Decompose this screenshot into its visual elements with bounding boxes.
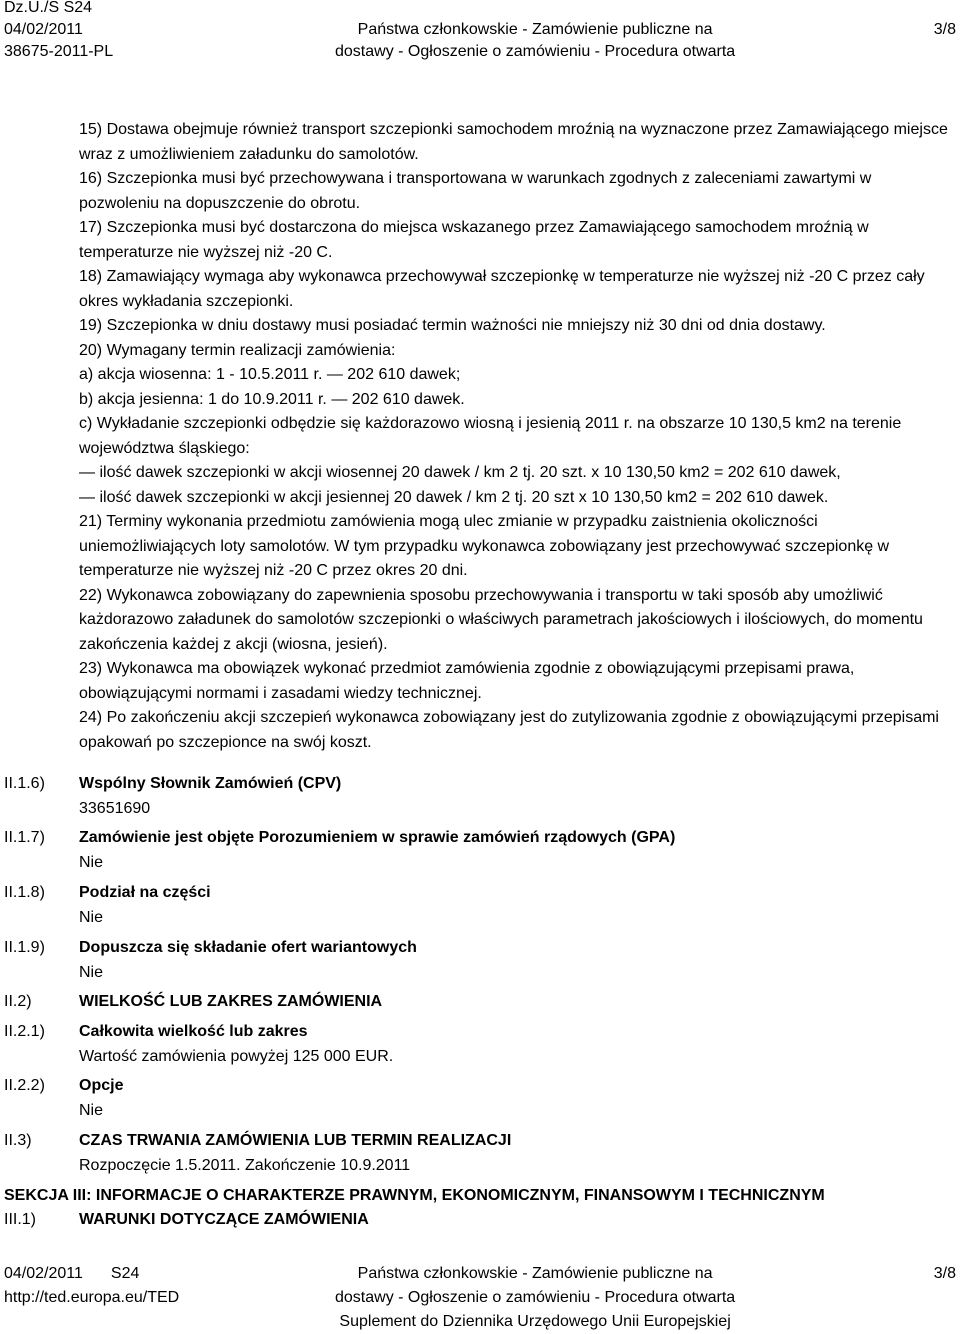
notice-number: 38675-2011-PL	[4, 43, 114, 60]
section-title: Podział na części	[79, 884, 211, 901]
section-content	[79, 881, 949, 930]
footer-title-line1: Państwa członkowskie - Zamówienie publiczne na	[357, 1265, 713, 1282]
section-content	[79, 1129, 949, 1178]
header-title	[335, 19, 735, 63]
paragraph-17: 17) Szczepionka musi być dostarczona do miejsca wskazanego przez Zamawiającego samochodem mroźnią w temperaturze nie wyższej niż -20 C.	[79, 219, 869, 261]
paragraph-24: 24) Po zakończeniu akcji szczepień wykonawca zobowiązany jest do zutylizowania zgodnie z obowiązującymi przepisami opakowań po szczepionce na swój koszt.	[79, 709, 939, 751]
footer-title	[335, 1262, 735, 1334]
section-value: Wartość zamówienia powyżej 125 000 EUR.	[79, 1047, 394, 1065]
section-title: Dopuszcza się składanie ofert wariantowych	[79, 939, 417, 956]
section-content	[79, 936, 949, 985]
section-value: 33651690	[79, 799, 151, 817]
page-header	[0, 0, 960, 70]
section-number: II.2.1)	[4, 1023, 45, 1040]
section-value: Nie	[79, 963, 104, 981]
dash-item-autumn: ilość dawek szczepionki w akcji jesiennej 20 dawek / km 2 tj. 20 szt x 10 130,50 km2 = 202 610 dawek.	[99, 488, 829, 506]
section-content	[79, 1020, 949, 1069]
header-date: 04/02/2011	[4, 21, 83, 38]
section-number: II.3)	[4, 1132, 32, 1149]
footer-title-line2: dostawy - Ogłoszenie o zamówieniu - Procedura otwarta	[335, 1289, 736, 1306]
footer-date-line	[4, 1262, 179, 1286]
description-block	[79, 118, 949, 755]
section-number: II.1.7)	[4, 829, 45, 846]
section-content	[79, 772, 949, 821]
paragraph-15: 15) Dostawa obejmuje również transport szczepionki samochodem mroźnią na wyznaczone przez Zamawiającego miejsce wraz z umożliwieniem załadunku do samolotów.	[79, 121, 948, 163]
dash-item	[79, 486, 949, 511]
section-content	[79, 1074, 949, 1123]
dash-bullet: —	[79, 488, 95, 506]
paragraph-21: 21) Terminy wykonania przedmiotu zamówienia mogą ulec zmianie w przypadku zaistnienia okoliczności uniemożliwiających loty samolotów. W tym przypadku wykonawca zobowiązany jest przechowywać szczepionkę w temperaturze nie wyższej niż -20 C przez okres 20 dni.	[79, 513, 890, 579]
paragraph-18: 18) Zamawiający wymaga aby wykonawca przechowywał szczepionkę w temperaturze nie wyższej niż -20 C przez cały okres wykładania szczepionki.	[79, 268, 925, 310]
section-number: II.2.2)	[4, 1077, 45, 1094]
header-title-line1: Państwa członkowskie - Zamówienie publiczne na	[357, 21, 713, 38]
section-number: II.1.8)	[4, 884, 45, 901]
paragraph-16: 16) Szczepionka musi być przechowywana i transportowana w warunkach zgodnych z zaleceniami zawartymi w pozwoleniu na dopuszczenie do obrotu.	[79, 170, 872, 212]
section-three-title: SEKCJA III: INFORMACJE O CHARAKTERZE PRAWNYM, EKONOMICZNYM, FINANSOWYM I TECHNICZNYM	[4, 1187, 825, 1204]
footer-s: S24	[110, 1265, 140, 1282]
section-title: Opcje	[79, 1077, 124, 1094]
dash-bullet: —	[79, 464, 95, 481]
section-title: Zamówienie jest objęte Porozumieniem w sprawie zamówień rządowych (GPA)	[79, 829, 676, 846]
section-number: II.1.6)	[4, 775, 45, 792]
header-left	[4, 0, 113, 63]
paragraph-20a: a) akcja wiosenna: 1 - 10.5.2011 r. — 202 610 dawek;	[79, 366, 461, 383]
journal-ref: Dz.U./S S24	[4, 0, 93, 16]
section-title: WIELKOŚĆ LUB ZAKRES ZAMÓWIENIA	[79, 993, 383, 1010]
section-number: II.1.9)	[4, 939, 45, 956]
section-value: Nie	[79, 908, 104, 926]
paragraph-20b: b) akcja jesienna: 1 do 10.9.2011 r. — 202 610 dawek.	[79, 390, 465, 408]
section-value: Nie	[79, 1101, 104, 1119]
footer-date: 04/02/2011	[4, 1265, 83, 1282]
header-title-line2: dostawy - Ogłoszenie o zamówieniu - Procedura otwarta	[335, 43, 736, 60]
dash-item	[79, 461, 949, 486]
paragraph-20: 20) Wymagany termin realizacji zamówienia:	[79, 341, 396, 359]
footer-page-number: 3/8	[933, 1265, 956, 1282]
paragraph-20c: c) Wykładanie szczepionki odbędzie się każdorazowo wiosną i jesienią 2011 r. na obszarze 10 130,5 km2 na terenie województwa śląskiego:	[79, 415, 902, 457]
footer-title-line3: Suplement do Dziennika Urzędowego Unii Europejskiej	[339, 1313, 731, 1330]
dash-item-spring: ilość dawek szczepionki w akcji wiosennej 20 dawek / km 2 tj. 20 szt. x 10 130,50 km2 = 202 610 dawek,	[99, 464, 841, 481]
section-title: Całkowita wielkość lub zakres	[79, 1023, 308, 1040]
paragraph-23: 23) Wykonawca ma obowiązek wykonać przedmiot zamówienia zgodnie z obowiązującymi przepisami prawa, obowiązującymi normami i zasadami wiedzy technicznej.	[79, 660, 855, 702]
footer-url: http://ted.europa.eu/TED	[4, 1289, 180, 1306]
section-title: Wspólny Słownik Zamówień (CPV)	[79, 775, 342, 792]
footer-left	[4, 1262, 179, 1310]
section-title: WARUNKI DOTYCZĄCE ZAMÓWIENIA	[79, 1211, 369, 1228]
section-title: CZAS TRWANIA ZAMÓWIENIA LUB TERMIN REALIZACJI	[79, 1132, 512, 1149]
section-content	[79, 990, 949, 1015]
paragraph-22: 22) Wykonawca zobowiązany do zapewnienia sposobu przechowywania i transportu w taki sposób aby umożliwić każdorazowo załadunek do samolotów szczepionki o właściwych parametrach jakościowych i ilościowych, do momentu zakończenia każdej z akcji (wiosna, jesień).	[79, 586, 923, 653]
header-page-number: 3/8	[933, 21, 956, 38]
section-content	[79, 826, 949, 875]
paragraph-19: 19) Szczepionka w dniu dostawy musi posiadać termin ważności nie mniejszy niż 30 dni od dnia dostawy.	[79, 317, 826, 334]
section-value: Rozpoczęcie 1.5.2011. Zakończenie 10.9.2011	[79, 1156, 411, 1174]
section-number: II.2)	[4, 993, 32, 1010]
section-value: Nie	[79, 853, 104, 871]
section-number: III.1)	[4, 1211, 37, 1228]
